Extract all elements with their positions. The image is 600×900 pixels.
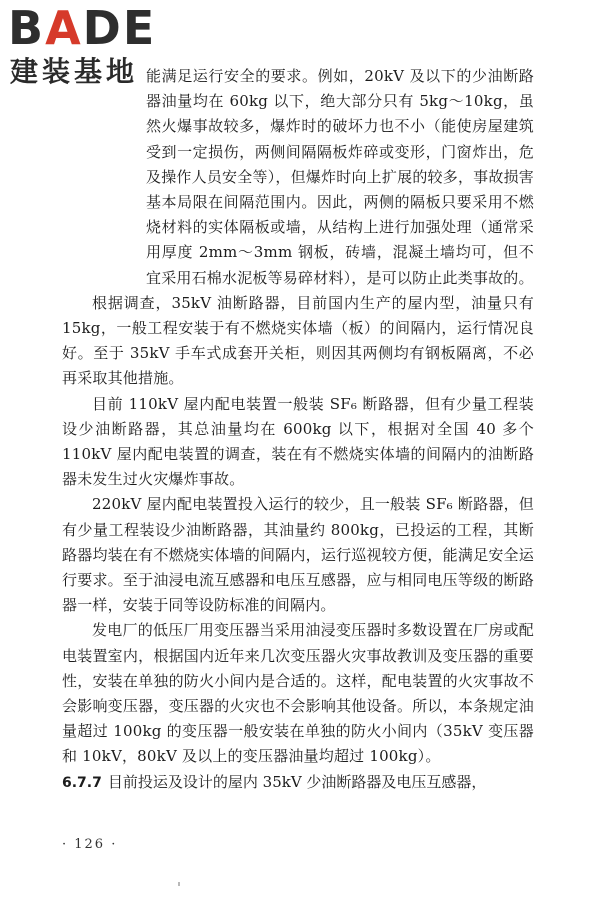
scan-speck (178, 882, 180, 886)
logo-letter-b: B (8, 1, 46, 55)
paragraph-2: 根据调查，35kV 油断路器，目前国内生产的屋内型，油量只有 15kg，一般工程安装于有不燃烧实体墙（板）的间隔内，运行情况良好。至于 35kV 手车式成套开关柜，则因其两侧均有钢板隔离，不必再采取其他措施。 (62, 293, 534, 388)
body-text (62, 64, 534, 796)
logo-brand (8, 2, 156, 54)
section-number: 6.7.7 (62, 774, 102, 791)
paragraph-3: 目前 110kV 屋内配电装置一般装 SF₆ 断路器，但有少量工程装设少油断路器，其总油量均在 600kg 以下，根据对全国 40 多个 110kV 屋内配电装置的调查，装在有不燃烧实体墙的间隔内的油断路器未发生过火灾爆炸事故。 (62, 394, 534, 489)
logo-letter-de: DE (82, 1, 157, 55)
logo-letter-a: A (45, 1, 83, 55)
page-number: · 126 · (62, 837, 118, 852)
paragraph-1: 能满足运行安全的要求。例如，20kV 及以下的少油断路器油量均在 60kg 以下，绝大部分只有 5kg～10kg，虽然火爆事故较多，爆炸时的破坏力也不小（能使房屋建筑受到一定损伤，两侧间隔隔板炸碎或变形，门窗炸出，危及操作人员安全等），但爆炸时向上扩展的较多，事故损害基本局限在间隔范围内。因此，两侧的隔板只要采用不燃烧材料的实体隔板或墙，从结构上进行加强处理（通常采用厚度 2mm～3mm 钢板，砖墙，混凝土墙均可，但不宜采用石棉水泥板等易碎材料），是可以防止此类事故的。 (146, 67, 534, 287)
paragraph-4: 220kV 屋内配电装置投入运行的较少，且一般装 SF₆ 断路器，但有少量工程装设少油断路器，其油量约 800kg，已投运的工程，其断路器均装在有不燃烧实体墙的间隔内，运行巡视较方便，能满足安全运行要求。至于油浸电流互感器和电压互感器，应与相同电压等级的断路器一样，安装于同等设防标准的间隔内。 (62, 495, 534, 615)
section-text: 目前投运及设计的屋内 35kV 少油断路器及电压互感器， (107, 772, 487, 791)
logo-subtitle: 建装基地 (10, 55, 139, 88)
paragraph-5: 发电厂的低压厂用变压器当采用油浸变压器时多数设置在厂房或配电装置室内，根据国内近年来几次变压器火灾事故教训及变压器的重要性，安装在单独的防火小间内是合适的。这样，配电装置的火灾事故不会影响变压器，变压器的火灾也不会影响其他设备。所以，本条规定油量超过 100kg 的变压器一般安装在单独的防火小间内（35kV 变压器和 10kV，80kV 及以上的变压器油量均超过 100kg）。 (62, 621, 534, 766)
section-heading (62, 770, 534, 796)
